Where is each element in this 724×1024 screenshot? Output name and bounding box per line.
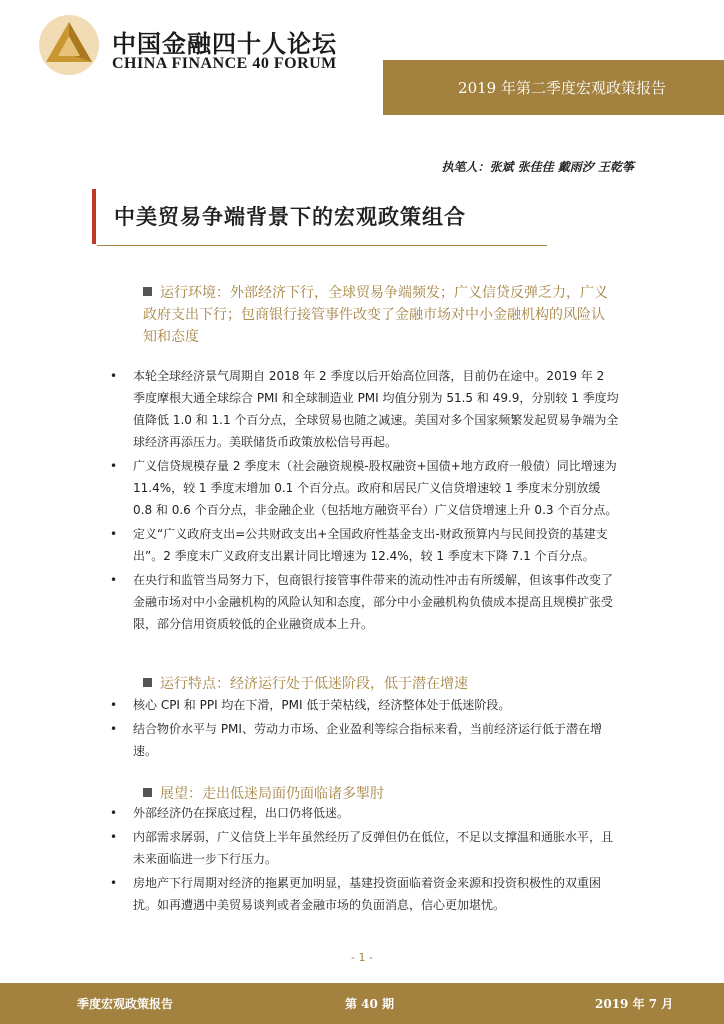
- section-heading-outlook: 展望：走出低迷局面仍面临诸多掣肘: [143, 783, 613, 805]
- authors: 执笔人：张斌 张佳佳 戴雨汐 王乾筝: [441, 160, 634, 174]
- list-item: • 结合物价水平与 PMI、劳动力市场、企业盈利等综合指标来看，当前经济运行低于潜在增速。: [110, 718, 620, 762]
- section-heading-environment: 运行环境：外部经济下行，全球贸易争端频发；广义信贷反弹乏力，广义政府支出下行；包商银行接管事件改变了金融市场对中小金融机构的风险认知和态度: [143, 285, 608, 345]
- bullet-dot-icon: •: [110, 830, 118, 844]
- page-number: - 1 -: [351, 951, 373, 964]
- square-bullet-icon: [143, 678, 152, 687]
- list-item: • 内部需求孱弱，广义信贷上半年虽然经历了反弹但仍在低位，不足以支撑温和通胀水平，且未来面临进一步下行压力。: [110, 826, 620, 870]
- bullet-dot-icon: •: [110, 459, 118, 473]
- section-heading-features: 运行特点：经济运行处于低迷阶段，低于潜在增速: [143, 673, 613, 695]
- list-item: • 外部经济仍在探底过程，出口仍将低迷。: [110, 802, 620, 824]
- bullet-list-environment: [110, 365, 620, 637]
- list-item: • 本轮全球经济景气周期自 2018 年 2 季度以后开始高位回落，目前仍在途中。2019 年 2 季度摩根大通全球综合 PMI 和全球制造业 PMI 均值分别为 51.5 和 49.9，分别较 1 季度均值降低 1.0 和 1.1 个百分点，全球贸易也随之减速。美国对多个国家频繁发起贸易争端为全球经济再添压力。美联储货币政策放松信号再起。: [110, 365, 620, 453]
- square-bullet-icon: [143, 287, 152, 296]
- list-item: • 房地产下行周期对经济的拖累更加明显，基建投资面临着资金来源和投资积极性的双重困扰。如再遭遇中美贸易谈判或者金融市场的负面消息，信心更加堪忧。: [110, 872, 620, 916]
- bullet-dot-icon: •: [110, 876, 118, 890]
- list-item: • 在央行和监管当局努力下，包商银行接管事件带来的流动性冲击有所缓解，但该事件改变了金融市场对中小金融机构的风险认知和态度，部分中小金融机构负债成本提高且规模扩张受限，部分信用资质较低的企业融资成本上升。: [110, 569, 620, 635]
- list-item: • 定义“广义政府支出=公共财政支出+全国政府性基金支出-财政预算内与民间投资的基建支出”。2 季度末广义政府支出累计同比增速为 12.4%，较 1 季度末下降 7.1 个百分点。: [110, 523, 620, 567]
- org-name-en: CHINA FINANCE 40 FORUM: [112, 55, 337, 72]
- bullet-dot-icon: •: [110, 806, 118, 820]
- org-name-cn: 中国金融四十人论坛: [112, 29, 337, 58]
- report-title: 2019 年第二季度宏观政策报告: [458, 79, 666, 97]
- title-accent-bar: [92, 189, 96, 244]
- forum-logo-icon: [38, 14, 100, 76]
- footer-date: 2019 年 7 月: [595, 997, 674, 1011]
- bullet-dot-icon: •: [110, 573, 118, 587]
- bullet-list-outlook: [110, 802, 620, 918]
- footer-bar: [0, 983, 724, 1024]
- page-title: 中美贸易争端背景下的宏观政策组合: [114, 204, 466, 229]
- bullet-dot-icon: •: [110, 369, 118, 383]
- bullet-dot-icon: •: [110, 722, 118, 736]
- footer-issue: 第 40 期: [345, 997, 395, 1011]
- square-bullet-icon: [143, 788, 152, 797]
- footer-report-name: 季度宏观政策报告: [77, 997, 174, 1011]
- bullet-dot-icon: •: [110, 527, 118, 541]
- report-title-banner: [383, 60, 724, 115]
- list-item: • 广义信贷规模存量 2 季度末（社会融资规模-股权融资+国债+地方政府一般债）同比增速为 11.4%，较 1 季度末增加 0.1 个百分点。政府和居民广义信贷增速较 1 季度末分别放缓 0.8 和 0.6 个百分点，非金融企业（包括地方融资平台）广义信贷增速上升 0.3 个百分点。: [110, 455, 620, 521]
- title-divider: [97, 245, 547, 246]
- bullet-list-features: [110, 694, 620, 764]
- bullet-dot-icon: •: [110, 698, 118, 712]
- list-item: • 核心 CPI 和 PPI 均在下滑，PMI 低于荣枯线，经济整体处于低迷阶段。: [110, 694, 620, 716]
